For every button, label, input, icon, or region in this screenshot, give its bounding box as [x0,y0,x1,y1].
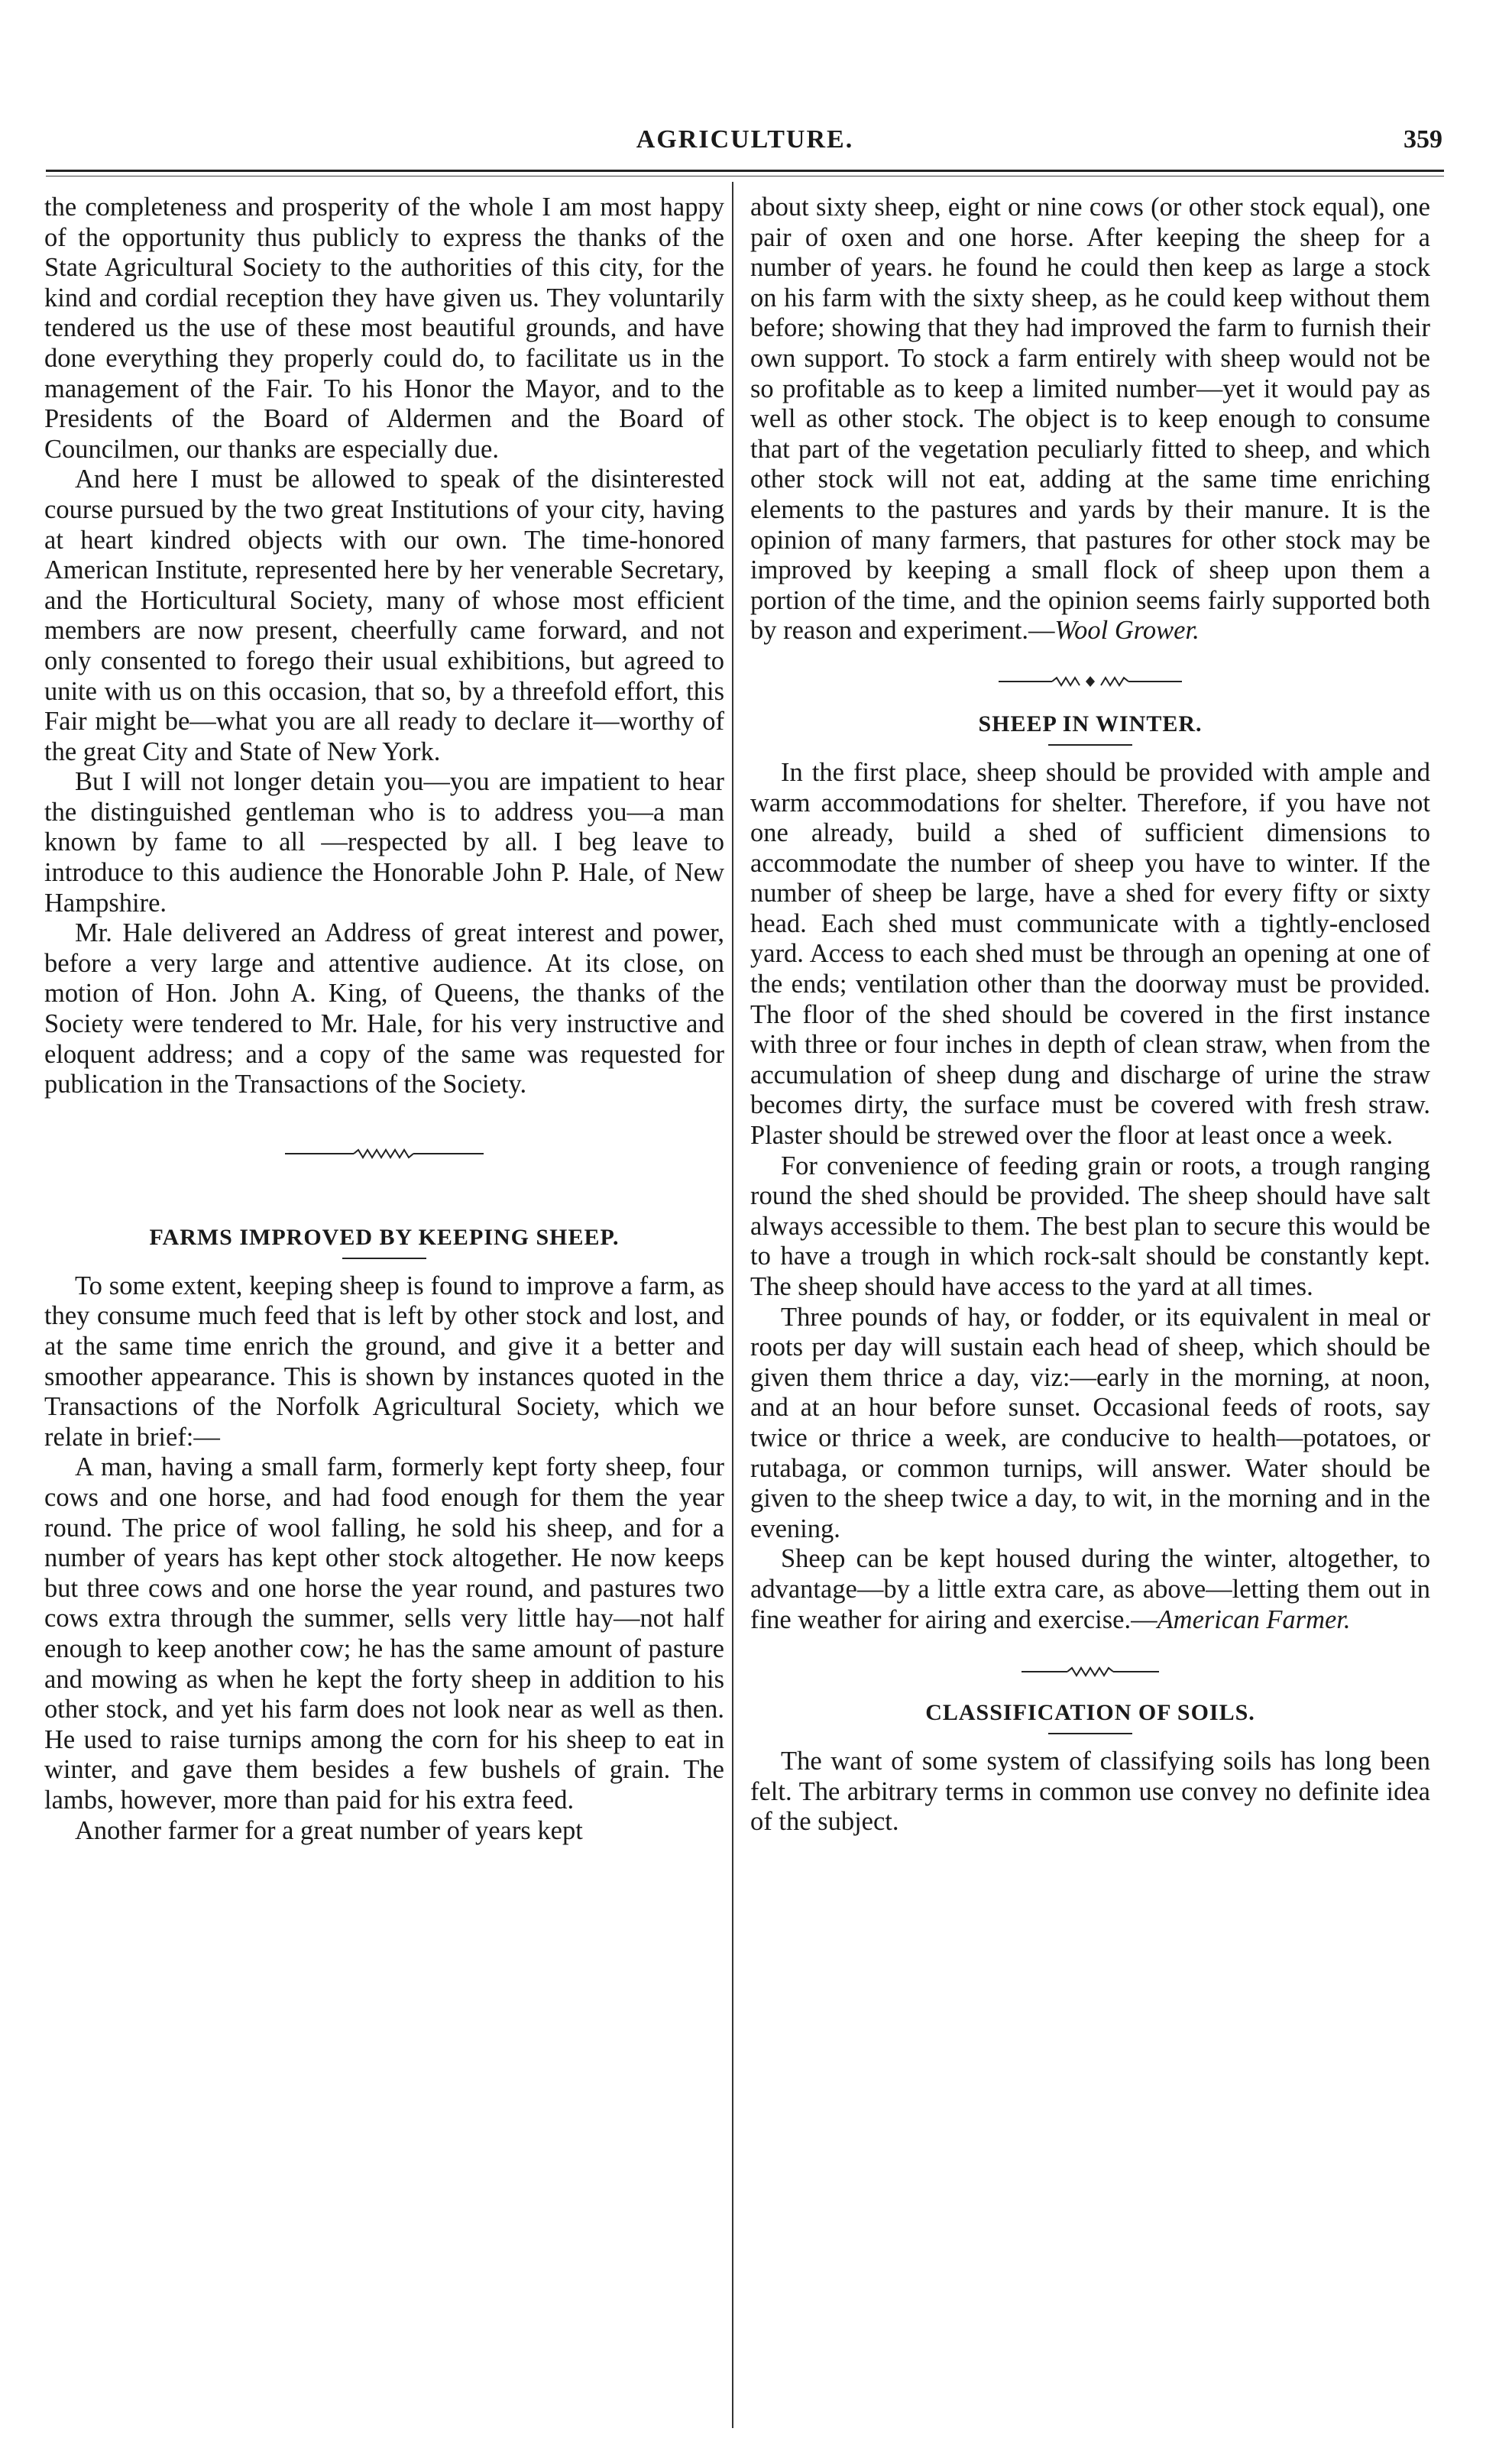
ornament-divider-icon [937,1664,1243,1679]
paragraph [750,193,1430,646]
section-title-farms-improved: FARMS IMPROVED BY KEEPING SHEEP. [149,1224,620,1250]
paragraph: Mr. Hale delivered an Address of great interest and power, before a very large and attentive audience. At its close, on motion of Hon. John A. King, of Queens, the thanks of the Society were tendered to Mr. Hale, for his very instructive and eloquent address; and a copy of the same was requested for publication in the Transactions of the Society. [44,918,724,1099]
paragraph-text: Sheep can be kept housed during the winter, altogether, to advantage—by a little extra care, as above—letting them out in fine weather for airing and exercise.— [750,1544,1430,1634]
section-title-sheep-in-winter: SHEEP IN WINTER. [978,711,1203,737]
header-rule [46,170,1444,172]
paragraph: And here I must be allowed to speak of the disinterested course pursued by the two great Institutions of your city, having at heart kindred objects with our own. The time-honored American Institute, represented here by her venerable Secretary, and the Horticultural Society, many of whose most efficient members are now present, cheerfully came forward, and not only consented to forego their usual exhibitions, but agreed to unite with us on this occasion, that so, by a threefold effort, this Fair might be—what you are all ready to declare it—worthy of the great City and State of New York. [44,465,724,766]
page-number: 359 [1404,125,1442,154]
section-rule [1048,744,1132,746]
source-credit: American Farmer. [1157,1604,1351,1634]
paragraph: A man, having a small farm, formerly kept forty sheep, four cows and one horse, and had food enough for them the year round. The price of wool falling, he sold his sheep, and for a number of years has kept other stock altogether. He now keeps but three cows and one horse the year round, and pastures two cows extra through the summer, sells very little hay—not half enough to keep another cow; he has the same amount of pasture and mowing as when he kept the forty sheep in addition to his other stock, and yet his farm does not look near as well as then. He used to raise turnips among the corn for his sheep to eat in winter, and gave them besides a few bushels of grain. The lambs, however, more than paid for his extra feed. [44,1452,724,1815]
right-column [750,193,1430,1837]
source-credit: Wool Grower. [1054,616,1200,646]
paragraph: the completeness and prosperity of the whole I am most happy of the opportunity thus publicly to express the thanks of the State Agricultural Society to the authorities of this city, for the kind and cordial reception they have given us. They voluntarily tendered us the use of these most beautiful grounds, and have done everything they properly could do, to facilitate us in the management of the Fair. To his Honor the Mayor, and to the Presidents of the Board of Aldermen and the Board of Councilmen, our thanks are especially due. [44,193,724,464]
ornament-divider-icon [937,674,1243,689]
paragraph: To some extent, keeping sheep is found to improve a farm, as they consume much feed that is left by other stock and lost, and at the same time enrich the ground, and give it a better and smoother appearance. This is shown by instances quoted in the Transactions of the Norfolk Agricultural Society, which we relate in brief:— [44,1271,724,1452]
paragraph-text: about sixty sheep, eight or nine cows (or other stock equal), one pair of oxen and one horse. After keeping the sheep for a number of years. he found he could then keep as large a stock on his farm with the sixty sheep, as he could keep without them before; showing that they had improved the farm to furnish their own support. To stock a farm entirely with sheep would not be so profitable as to keep a limited number—yet it would pay as well as other stock. The object is to keep enough to consume that part of the vegetation peculiarly fitted to sheep, and which other stock will not eat, adding at the same time enriching elements to the pastures and yards by their manure. It is the opinion of many farmers, that pastures for other stock may be improved by keeping a small flock of sheep upon them a portion of the time, and the opinion seems fairly supported both by reason and experiment.— [750,193,1430,646]
paragraph: But I will not longer detain you—you are impatient to hear the distinguished gentleman who is to address you—a man known by fame to all —respected by all. I beg leave to introduce to this audience the Honorable John P. Hale, of New Hampshire. [44,767,724,918]
section-title-classification-of-soils: CLASSIFICATION OF SOILS. [925,1700,1255,1726]
paragraph [750,1544,1430,1635]
paragraph: The want of some system of classifying soils has long been felt. The arbitrary terms in common use convey no definite idea of the subject. [750,1747,1430,1837]
section-rule [1048,1733,1132,1734]
ornament-divider-icon [231,1146,537,1161]
section-rule [342,1258,426,1259]
running-title: AGRICULTURE. [636,125,854,154]
column-divider [732,182,733,2428]
paragraph: Another farmer for a great number of years kept [75,1815,583,1845]
paragraph: For convenience of feeding grain or roots, a trough ranging round the shed should be provided. The sheep should have salt always accessible to them. The best plan to secure this would be to have a trough in which rock-salt should be constantly kept. The sheep should have access to the yard at all times. [750,1151,1430,1301]
running-head [46,125,1444,160]
left-column [44,193,724,1846]
paragraph: In the first place, sheep should be provided with ample and warm accommodations for shelter. Therefore, if you have not one already, build a shed of sufficient dimensions to accommodate the number of sheep you have to winter. If the number of sheep be large, have a shed for every fifty or sixty head. Each shed must communicate with a tightly-enclosed yard. Access to each shed must be through an opening at one of the ends; ventilation other than the doorway must be provided. The floor of the shed should be covered in the first instance with three or four inches in depth of clean straw, when from the accumulation of sheep dung and discharge of urine the straw becomes dirty, the surface must be covered with fresh straw. Plaster should be strewed over the floor at least once a week. [750,757,1430,1151]
paragraph: Three pounds of hay, or fodder, or its equivalent in meal or roots per day will sustain each head of sheep, which should be given them thrice a day, viz:—early in the morning, at noon, and at an hour before sunset. Occasional feeds of roots, say twice or thrice a week, are conducive to health—potatoes, or rutabaga, or common turnips, will answer. Water should be given to the sheep twice a day, to wit, in the morning and in the evening. [750,1302,1430,1543]
